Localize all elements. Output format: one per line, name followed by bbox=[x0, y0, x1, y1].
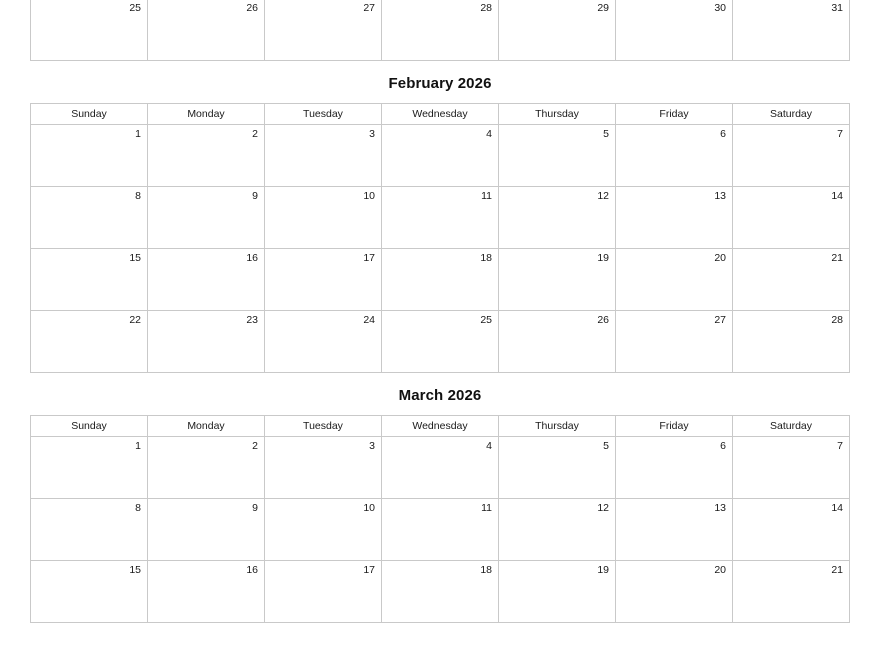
calendar-week-row bbox=[31, 311, 850, 373]
weekday-header-monday: Monday bbox=[148, 416, 265, 437]
day-cell[interactable]: 12 bbox=[499, 187, 616, 249]
weekday-header-saturday: Saturday bbox=[733, 104, 850, 125]
calendar-week-row bbox=[31, 561, 850, 623]
day-cell[interactable]: 1 bbox=[31, 125, 148, 187]
weekday-header-sunday: Sunday bbox=[31, 416, 148, 437]
day-cell[interactable]: 10 bbox=[265, 499, 382, 561]
weekday-header-friday: Friday bbox=[616, 416, 733, 437]
day-cell[interactable]: 27 bbox=[616, 311, 733, 373]
calendar-week-row bbox=[31, 249, 850, 311]
day-cell[interactable]: 19 bbox=[499, 561, 616, 623]
weekday-header-row bbox=[31, 104, 850, 125]
day-cell[interactable]: 3 bbox=[265, 125, 382, 187]
day-cell[interactable]: 11 bbox=[382, 499, 499, 561]
weekday-header-wednesday: Wednesday bbox=[382, 104, 499, 125]
month-block-february bbox=[0, 61, 880, 373]
day-cell[interactable]: 12 bbox=[499, 499, 616, 561]
calendar-week-row bbox=[31, 0, 850, 61]
day-cell[interactable]: 20 bbox=[616, 249, 733, 311]
day-cell[interactable]: 15 bbox=[31, 249, 148, 311]
day-cell[interactable]: 25 bbox=[31, 0, 148, 61]
day-cell[interactable]: 30 bbox=[616, 0, 733, 61]
day-cell[interactable]: 1 bbox=[31, 437, 148, 499]
day-cell[interactable]: 22 bbox=[31, 311, 148, 373]
calendar-table-january bbox=[30, 0, 850, 61]
day-cell[interactable]: 31 bbox=[733, 0, 850, 61]
day-cell[interactable]: 25 bbox=[382, 311, 499, 373]
day-cell[interactable]: 7 bbox=[733, 125, 850, 187]
day-cell[interactable]: 23 bbox=[148, 311, 265, 373]
month-block-march bbox=[0, 373, 880, 623]
day-cell[interactable]: 2 bbox=[148, 125, 265, 187]
day-cell[interactable]: 6 bbox=[616, 125, 733, 187]
weekday-header-monday: Monday bbox=[148, 104, 265, 125]
day-cell[interactable]: 17 bbox=[265, 249, 382, 311]
day-cell[interactable]: 6 bbox=[616, 437, 733, 499]
day-cell[interactable]: 8 bbox=[31, 187, 148, 249]
month-title-february: February 2026 bbox=[388, 75, 492, 92]
day-cell[interactable]: 4 bbox=[382, 437, 499, 499]
day-cell[interactable]: 4 bbox=[382, 125, 499, 187]
calendar-week-row bbox=[31, 437, 850, 499]
day-cell[interactable]: 17 bbox=[265, 561, 382, 623]
day-cell[interactable]: 29 bbox=[499, 0, 616, 61]
day-cell[interactable]: 15 bbox=[31, 561, 148, 623]
day-cell[interactable]: 5 bbox=[499, 125, 616, 187]
calendar-table-march bbox=[30, 415, 850, 623]
day-cell[interactable]: 14 bbox=[733, 499, 850, 561]
day-cell[interactable]: 8 bbox=[31, 499, 148, 561]
day-cell[interactable]: 9 bbox=[148, 187, 265, 249]
day-cell[interactable]: 20 bbox=[616, 561, 733, 623]
weekday-header-sunday: Sunday bbox=[31, 104, 148, 125]
weekday-header-friday: Friday bbox=[616, 104, 733, 125]
day-cell[interactable]: 21 bbox=[733, 561, 850, 623]
day-cell[interactable]: 19 bbox=[499, 249, 616, 311]
calendar-table-february bbox=[30, 103, 850, 373]
day-cell[interactable]: 16 bbox=[148, 561, 265, 623]
day-cell[interactable]: 10 bbox=[265, 187, 382, 249]
day-cell[interactable]: 11 bbox=[382, 187, 499, 249]
day-cell[interactable]: 28 bbox=[733, 311, 850, 373]
day-cell[interactable]: 9 bbox=[148, 499, 265, 561]
day-cell[interactable]: 13 bbox=[616, 499, 733, 561]
day-cell[interactable]: 18 bbox=[382, 561, 499, 623]
weekday-header-tuesday: Tuesday bbox=[265, 104, 382, 125]
weekday-header-wednesday: Wednesday bbox=[382, 416, 499, 437]
weekday-header-thursday: Thursday bbox=[499, 104, 616, 125]
day-cell[interactable]: 26 bbox=[148, 0, 265, 61]
day-cell[interactable]: 27 bbox=[265, 0, 382, 61]
day-cell[interactable]: 28 bbox=[382, 0, 499, 61]
day-cell[interactable]: 3 bbox=[265, 437, 382, 499]
month-title-march: March 2026 bbox=[398, 387, 482, 404]
month-block-january bbox=[0, 0, 880, 61]
weekday-header-thursday: Thursday bbox=[499, 416, 616, 437]
day-cell[interactable]: 7 bbox=[733, 437, 850, 499]
day-cell[interactable]: 16 bbox=[148, 249, 265, 311]
day-cell[interactable]: 13 bbox=[616, 187, 733, 249]
calendar-week-row bbox=[31, 125, 850, 187]
weekday-header-tuesday: Tuesday bbox=[265, 416, 382, 437]
weekday-header-row bbox=[31, 416, 850, 437]
calendar-week-row bbox=[31, 187, 850, 249]
day-cell[interactable]: 18 bbox=[382, 249, 499, 311]
calendar-week-row bbox=[31, 499, 850, 561]
day-cell[interactable]: 24 bbox=[265, 311, 382, 373]
day-cell[interactable]: 21 bbox=[733, 249, 850, 311]
day-cell[interactable]: 14 bbox=[733, 187, 850, 249]
day-cell[interactable]: 2 bbox=[148, 437, 265, 499]
day-cell[interactable]: 5 bbox=[499, 437, 616, 499]
weekday-header-saturday: Saturday bbox=[733, 416, 850, 437]
day-cell[interactable]: 26 bbox=[499, 311, 616, 373]
